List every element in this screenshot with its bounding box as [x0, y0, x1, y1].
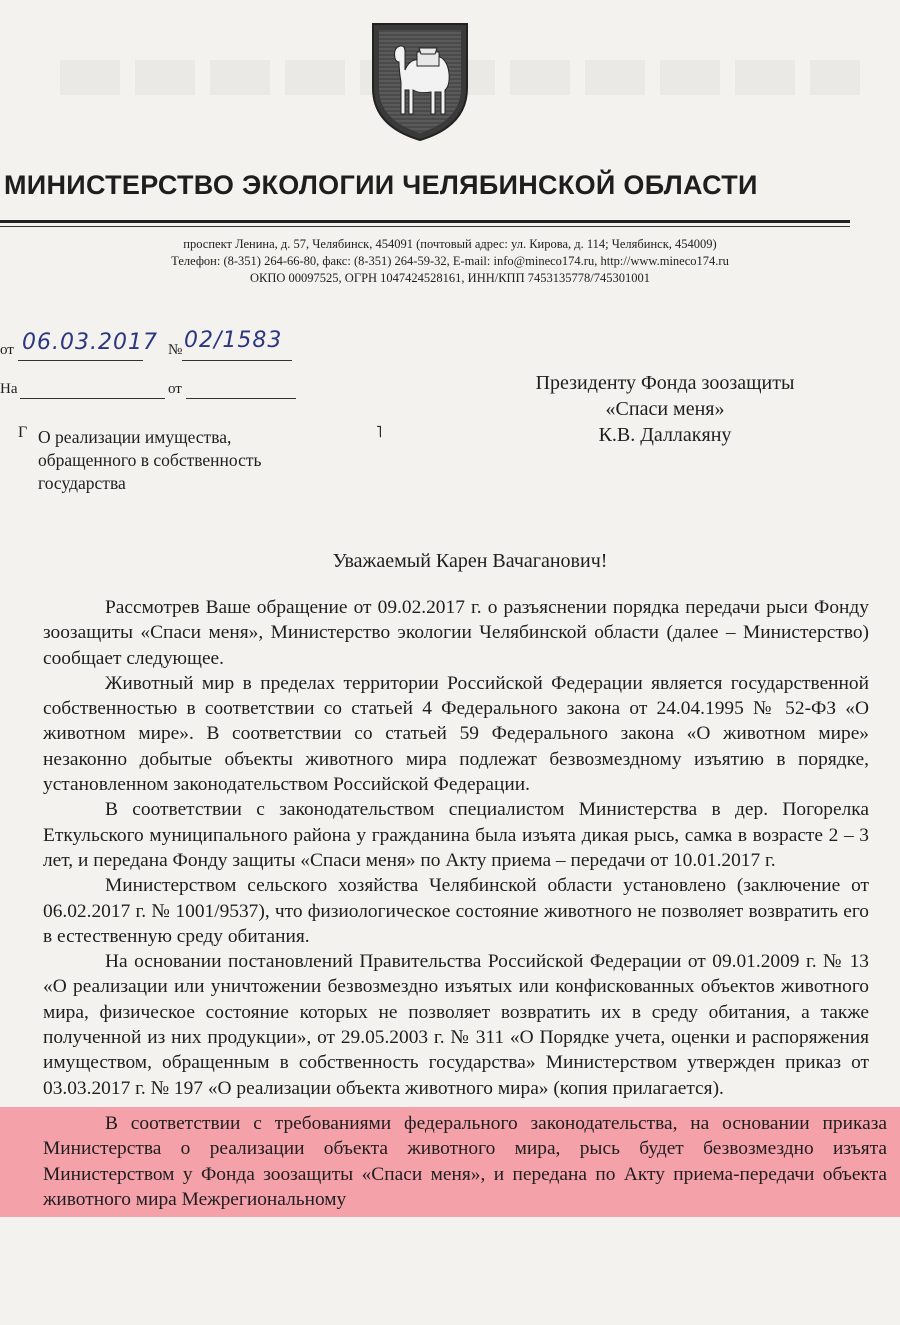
- handwritten-date: 06.03.2017: [22, 330, 158, 355]
- address-line-2: Телефон: (8-351) 264-66-80, факс: (8-351) 264-59-32, E-mail: info@mineco174.ru, http://www.mineco174.ru: [171, 254, 729, 268]
- ministry-title: МИНИСТЕРСТВО ЭКОЛОГИИ ЧЕЛЯБИНСКОЙ ОБЛАСТИ: [4, 170, 758, 200]
- subject-block: [38, 426, 358, 495]
- number-label: №: [168, 342, 183, 358]
- to-from-underline: [186, 376, 296, 399]
- subject-corner-right: ˥: [376, 424, 383, 441]
- header-divider-thick: [0, 220, 850, 223]
- highlighted-paragraph: В соответствии с требованиями федерального законодательства, на основании приказа Министерства о реализации объекта животного мира, рысь будет безвозмездно изъята Министерством у Фонда зоозащиты «Спаси меня», и передана по Акту приема-передачи объекта животного мира Межрегиональному: [0, 1107, 900, 1217]
- header-divider-thin: [0, 226, 850, 227]
- address-line-1: проспект Ленина, д. 57, Челябинск, 454091 (почтовый адрес: ул. Кирова, д. 114; Челябинск, 454009): [183, 237, 717, 251]
- greeting: Уважаемый Карен Вачаганович!: [332, 550, 608, 572]
- subject-corner-left: Г: [18, 424, 28, 441]
- recipient-org: «Спаси меня»: [605, 398, 725, 420]
- to-underline: [20, 376, 165, 399]
- handwritten-number: 02/1583: [184, 328, 283, 353]
- paragraph: На основании постановлений Правительства Российской Федерации от 09.01.2009 г. № 13 «О реализации или уничтожении безвозмездно изъятых или конфискованных объектов животного мира, физическое состояние которых не позволяет возвратить их в среду обитания, а также полученной из них продукции», от 29.05.2003 г. № 311 «О Порядке учета, оценки и распоряжения имуществом, обращенным в собственность государства» Министерством утвержден приказ от 03.03.2017 г. № 197 «О реализации объекта животного мира» (копия прилагается).: [43, 951, 869, 1099]
- to-label: На: [0, 381, 18, 397]
- subject-line-1: О реализации имущества,: [38, 427, 232, 447]
- letter-body: [43, 595, 887, 1217]
- address-line-3: ОКПО 00097525, ОГРН 1047424528161, ИНН/КПП 7453135778/745301001: [250, 271, 650, 285]
- coat-of-arms-icon: [365, 18, 475, 143]
- subject-line-3: государства: [38, 473, 126, 493]
- subject-line-2: обращенного в собственность: [38, 450, 262, 470]
- paragraph: Министерством сельского хозяйства Челябинской области установлено (заключение от 06.02.2017 г. № 1001/9537), что физиологическое состояние животного не позволяет возвратить его в естественную среду обитания.: [43, 875, 869, 947]
- paragraph: Рассмотрев Ваше обращение от 09.02.2017 г. о разъяснении порядка передачи рыси Фонду зоозащиты «Спаси меня», Министерство экологии Челябинской области (далее – Министерство) сообщает следующее.: [43, 597, 869, 669]
- to-from-label: от: [168, 381, 182, 397]
- paragraph: Животный мир в пределах территории Российской Федерации является государственной собственностью в соответствии со статьей 4 Федерального закона от 24.04.1995 № 52-ФЗ «О животном мире». В соответствии со статьей 59 Федерального закона «О животном мире» незаконно добытые объекты животного мира подлежат безвозмездному изъятию в порядке, установленном законодательством Российской Федерации.: [43, 672, 869, 796]
- recipient-name: К.В. Даллакяну: [598, 424, 732, 446]
- recipient-title: Президенту Фонда зоозащиты: [535, 372, 795, 394]
- paragraph: В соответствии с законодательством специалистом Министерства в дер. Погорелка Еткульского муниципального района у гражданина была изъята дикая рысь, самка в возрасте 2 – 3 лет, и передана Фонду защиты «Спаси меня» по Акту приема – передачи от 10.01.2017 г.: [43, 799, 869, 871]
- recipient-block: [480, 370, 850, 448]
- from-label: от: [0, 342, 14, 358]
